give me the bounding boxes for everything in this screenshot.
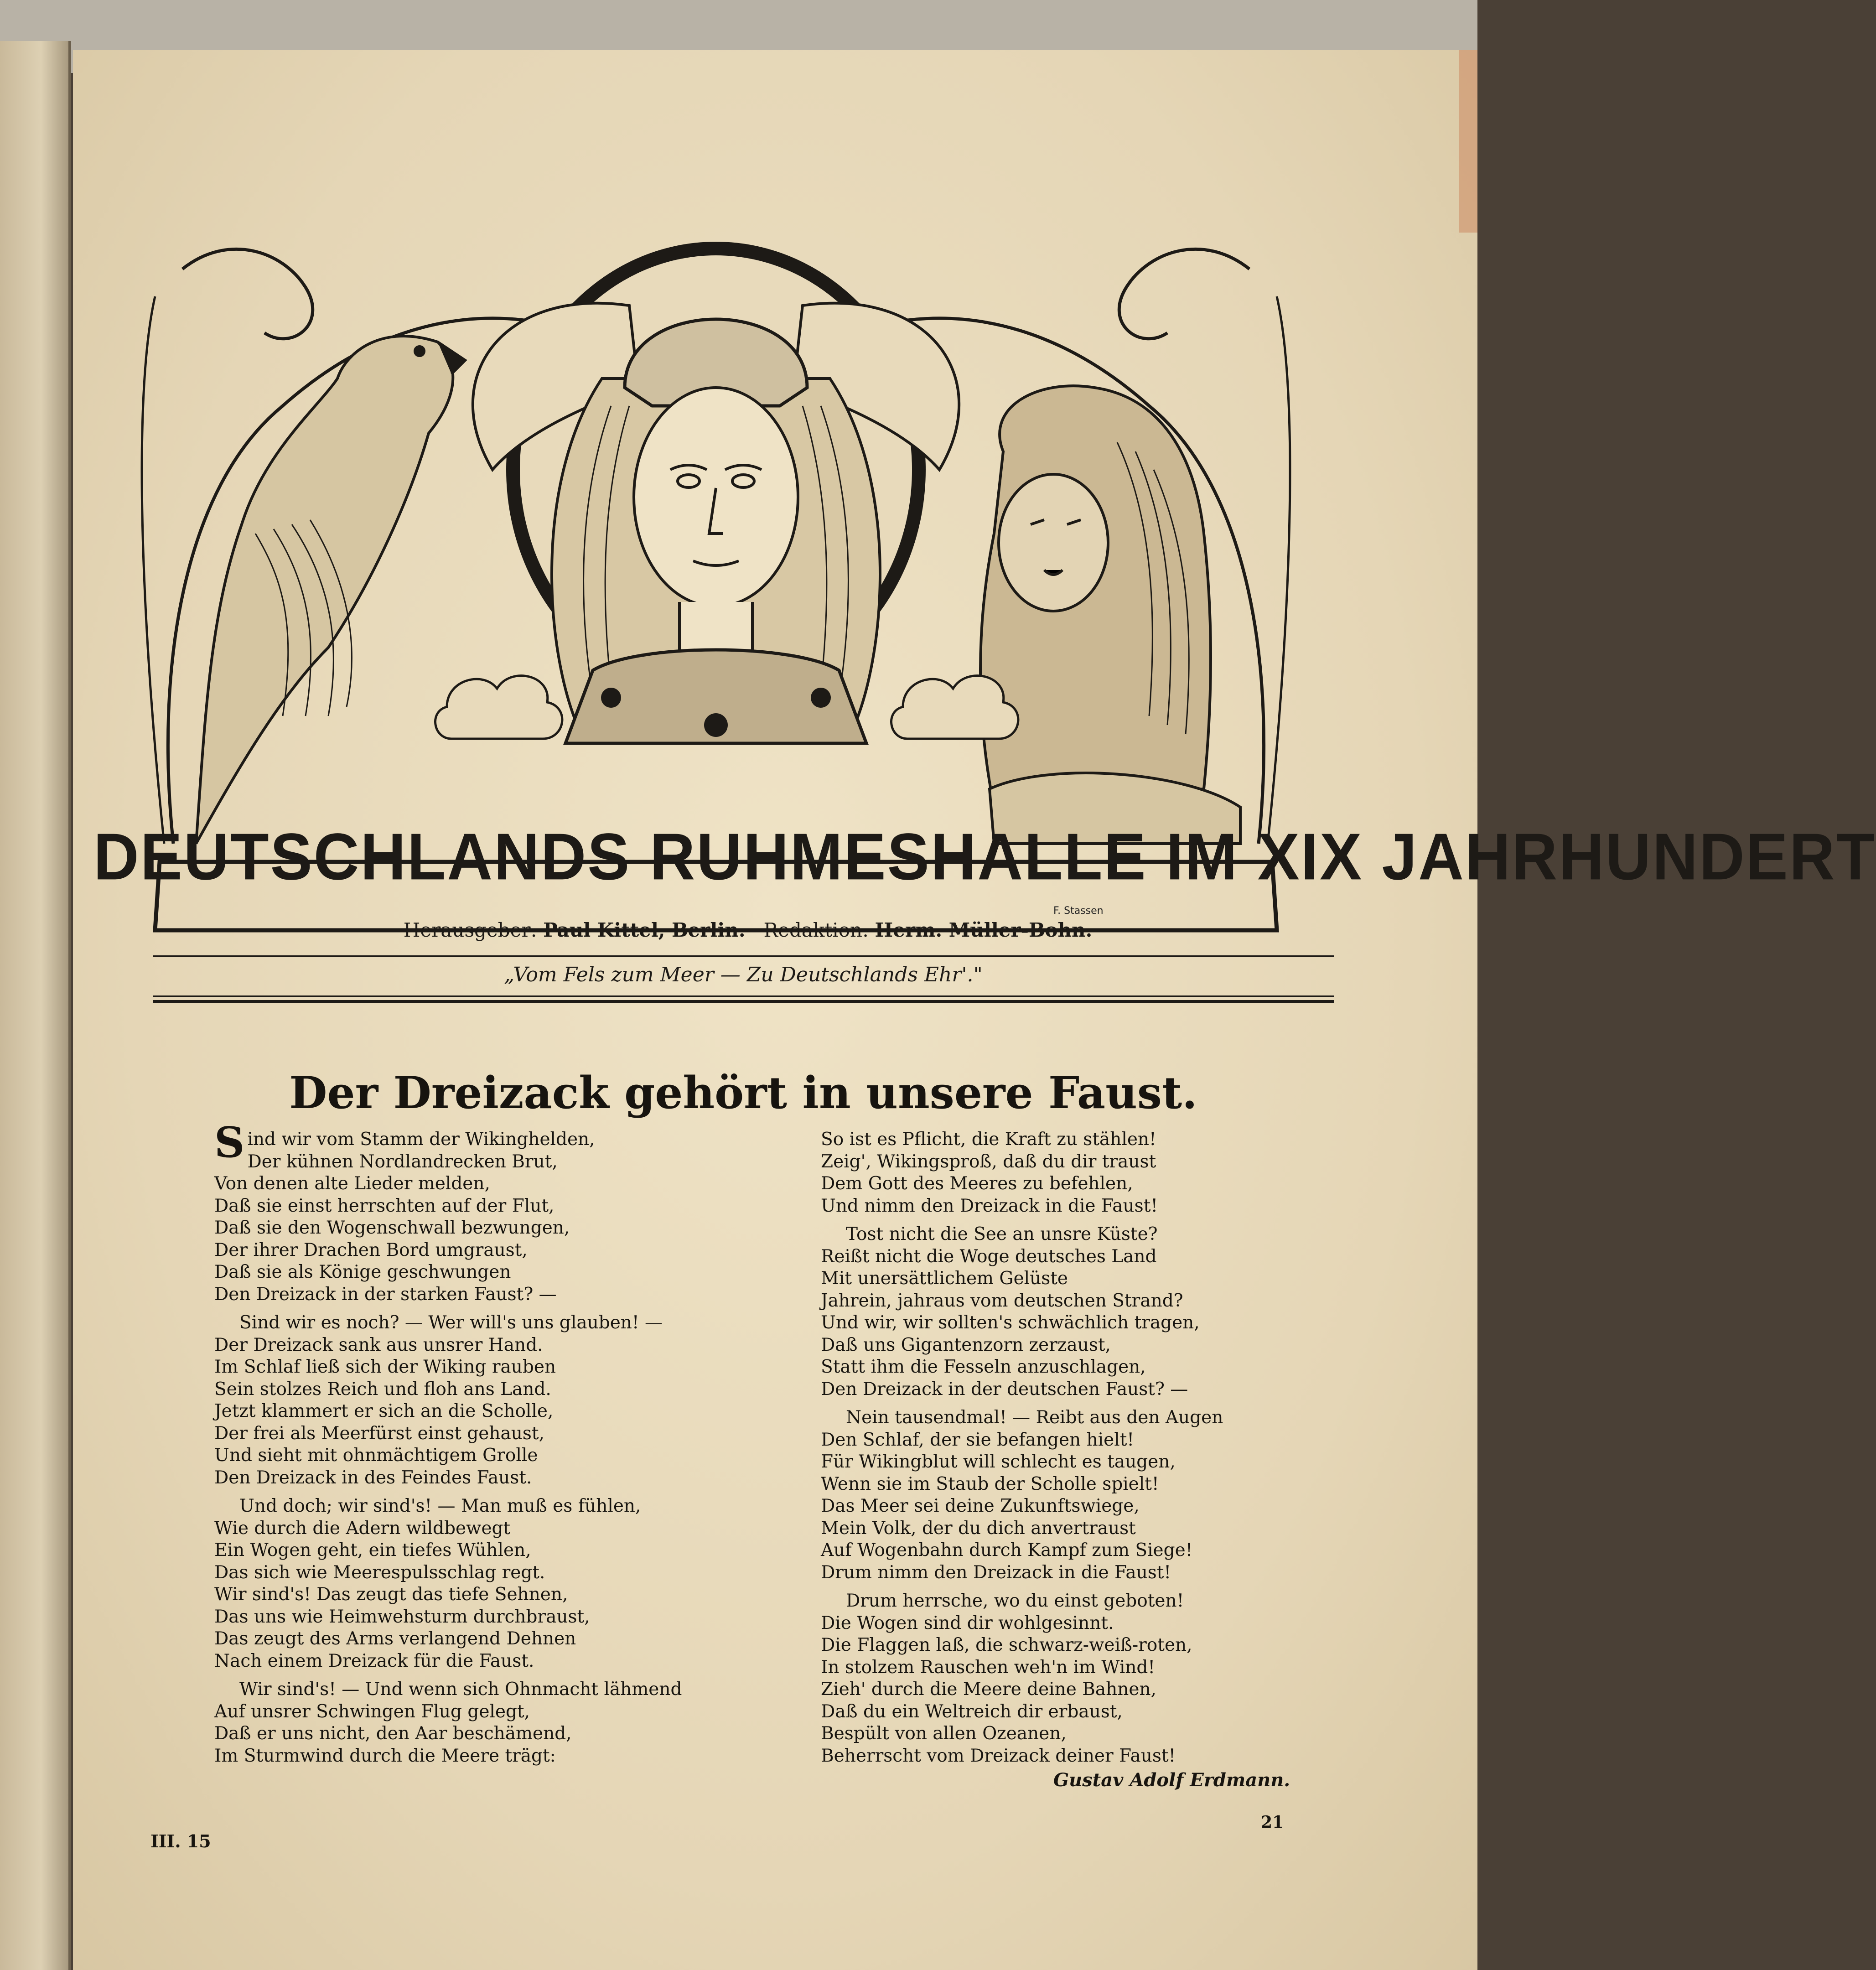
poem-line: Wie durch die Adern wildbewegt <box>214 1518 511 1539</box>
poem-line: Auf Wogenbahn durch Kampf zum Siege! <box>821 1540 1193 1560</box>
poem-line: Die Flaggen laß, die schwarz-weiß-roten, <box>821 1635 1192 1655</box>
page-edge-tint <box>1459 50 1477 233</box>
motto: „Vom Fels zum Meer — Zu Deutschlands Ehr'." <box>504 963 983 986</box>
poem-line: Dem Gott des Meeres zu befehlen, <box>821 1173 1133 1194</box>
poem-line: Im Sturmwind durch die Meere trägt: <box>214 1745 556 1766</box>
poem-line: Sind wir es noch? — Wer will's uns glauben! — <box>239 1312 663 1333</box>
poem-line: Drum herrsche, wo du einst geboten! <box>846 1591 1184 1611</box>
poem-line: Zieh' durch die Meere deine Bahnen, <box>821 1679 1156 1700</box>
poem-line: Daß sie einst herrschten auf der Flut, <box>214 1195 555 1216</box>
poem-line: Den Dreizack in der deutschen Faust? — <box>821 1379 1188 1400</box>
poem-line: ind wir vom Stamm der Wikinghelden, <box>247 1129 595 1150</box>
poem-line: Und sieht mit ohnmächtigem Grolle <box>214 1445 538 1466</box>
rule-double-2 <box>153 1000 1334 1003</box>
poem-line: Daß sie als Könige geschwungen <box>214 1262 511 1282</box>
poem-line: Mit unersättlichem Gelüste <box>821 1268 1068 1289</box>
editor-label: Redaktion: <box>763 919 869 941</box>
poem-title: Der Dreizack gehört in unsere Faust. <box>289 1067 1197 1119</box>
poem-line: Ein Wogen geht, ein tiefes Wühlen, <box>214 1540 531 1560</box>
poem-line: Daß sie den Wogenschwall bezwungen, <box>214 1218 570 1238</box>
poem-line: Und doch; wir sind's! — Man muß es fühlen, <box>239 1496 641 1516</box>
left-page-edge <box>0 41 71 1970</box>
rule-top <box>153 955 1334 957</box>
poem-line: Den Dreizack in der starken Faust? — <box>214 1284 557 1305</box>
artist-signature: F. Stassen <box>1053 905 1104 917</box>
poem-line: Die Wogen sind dir wohlgesinnt. <box>821 1612 1114 1633</box>
poem-right-column <box>821 1129 1359 1767</box>
poem-line: Nein tausendmal! — Reibt aus den Augen <box>846 1407 1223 1428</box>
poem-line: Nach einem Dreizack für die Faust. <box>214 1650 534 1671</box>
poem-line: Den Schlaf, der sie befangen hielt! <box>821 1429 1135 1450</box>
poem-line: Von denen alte Lieder melden, <box>214 1173 490 1194</box>
masthead-title: DEUTSCHLANDS RUHMESHALLE IM XIX JAHRHUNDERT <box>93 820 1876 894</box>
poem-line: Jahrein, jahraus vom deutschen Strand? <box>821 1290 1183 1311</box>
poem-line: Reißt nicht die Woge deutsches Land <box>821 1246 1157 1267</box>
footer-signature-mark: III. 15 <box>150 1831 211 1851</box>
poem-line: Jetzt klammert er sich an die Scholle, <box>214 1401 554 1421</box>
rule-double-1 <box>153 995 1334 997</box>
poem-line: Das zeugt des Arms verlangend Dehnen <box>214 1628 576 1649</box>
poem-line: Daß du ein Weltreich dir erbaust, <box>821 1701 1123 1722</box>
poem-line: Beherrscht vom Dreizack deiner Faust! <box>821 1745 1176 1766</box>
poem-line: Mein Volk, der du dich anvertraust <box>821 1518 1136 1539</box>
poem-line: Statt ihm die Fesseln anzuschlagen, <box>821 1357 1146 1377</box>
poem-line: Zeig', Wikingsproß, daß du dir traust <box>821 1151 1156 1172</box>
poem-line: Und wir, wir sollten's schwächlich tragen, <box>821 1312 1200 1333</box>
poem-line: Und nimm den Dreizack in die Faust! <box>821 1195 1158 1216</box>
poem-line: Drum nimm den Dreizack in die Faust! <box>821 1562 1171 1583</box>
poem-line: Daß uns Gigantenzorn zerzaust, <box>821 1334 1111 1355</box>
poem-line: Sein stolzes Reich und floh ans Land. <box>214 1379 551 1400</box>
poem-line: Das uns wie Heimwehsturm durchbraust, <box>214 1606 590 1627</box>
poem-line: In stolzem Rauschen weh'n im Wind! <box>821 1657 1156 1678</box>
poem-line: Tost nicht die See an unsre Küste? <box>846 1224 1158 1244</box>
poem-line: Wenn sie im Staub der Scholle spielt! <box>821 1473 1159 1494</box>
poem-line: Der frei als Meerfürst einst gehaust, <box>214 1423 544 1444</box>
poem-line: Daß er uns nicht, den Aar beschämend, <box>214 1723 572 1744</box>
poem-line: Für Wikingblut will schlecht es taugen, <box>821 1452 1176 1472</box>
poem-line: Im Schlaf ließ sich der Wiking rauben <box>214 1357 556 1377</box>
poem-line: Der Dreizack sank aus unsrer Hand. <box>214 1334 543 1355</box>
poem-line: Wir sind's! — Und wenn sich Ohnmacht lähmend <box>239 1679 682 1700</box>
poem-line: Den Dreizack in des Feindes Faust. <box>214 1467 532 1488</box>
poem-left-column <box>214 1118 752 1767</box>
imprint-line <box>155 919 1341 941</box>
editor-name: Herm. Müller-Bohn. <box>875 919 1093 941</box>
poem-author: Gustav Adolf Erdmann. <box>1053 1769 1290 1791</box>
poem-line: Auf unsrer Schwingen Flug gelegt, <box>214 1701 530 1722</box>
poem-line: Wir sind's! Das zeugt das tiefe Sehnen, <box>214 1584 568 1605</box>
poem-line: Der kühnen Nordlandrecken Brut, <box>247 1151 558 1172</box>
publisher-name: Paul Kittel, Berlin. <box>543 919 746 941</box>
page-number: 21 <box>1261 1813 1284 1832</box>
poem-line: Das sich wie Meerespulsschlag regt. <box>214 1562 545 1583</box>
poem-line: So ist es Pflicht, die Kraft zu stählen! <box>821 1129 1156 1150</box>
publisher-label: Herausgeber: <box>403 919 537 941</box>
poem-line: Der ihrer Drachen Bord umgraust, <box>214 1239 528 1260</box>
drop-cap: S <box>214 1118 245 1167</box>
poem-line: Bespült von allen Ozeanen, <box>821 1723 1067 1744</box>
poem-line: Das Meer sei deine Zukunftswiege, <box>821 1496 1140 1516</box>
